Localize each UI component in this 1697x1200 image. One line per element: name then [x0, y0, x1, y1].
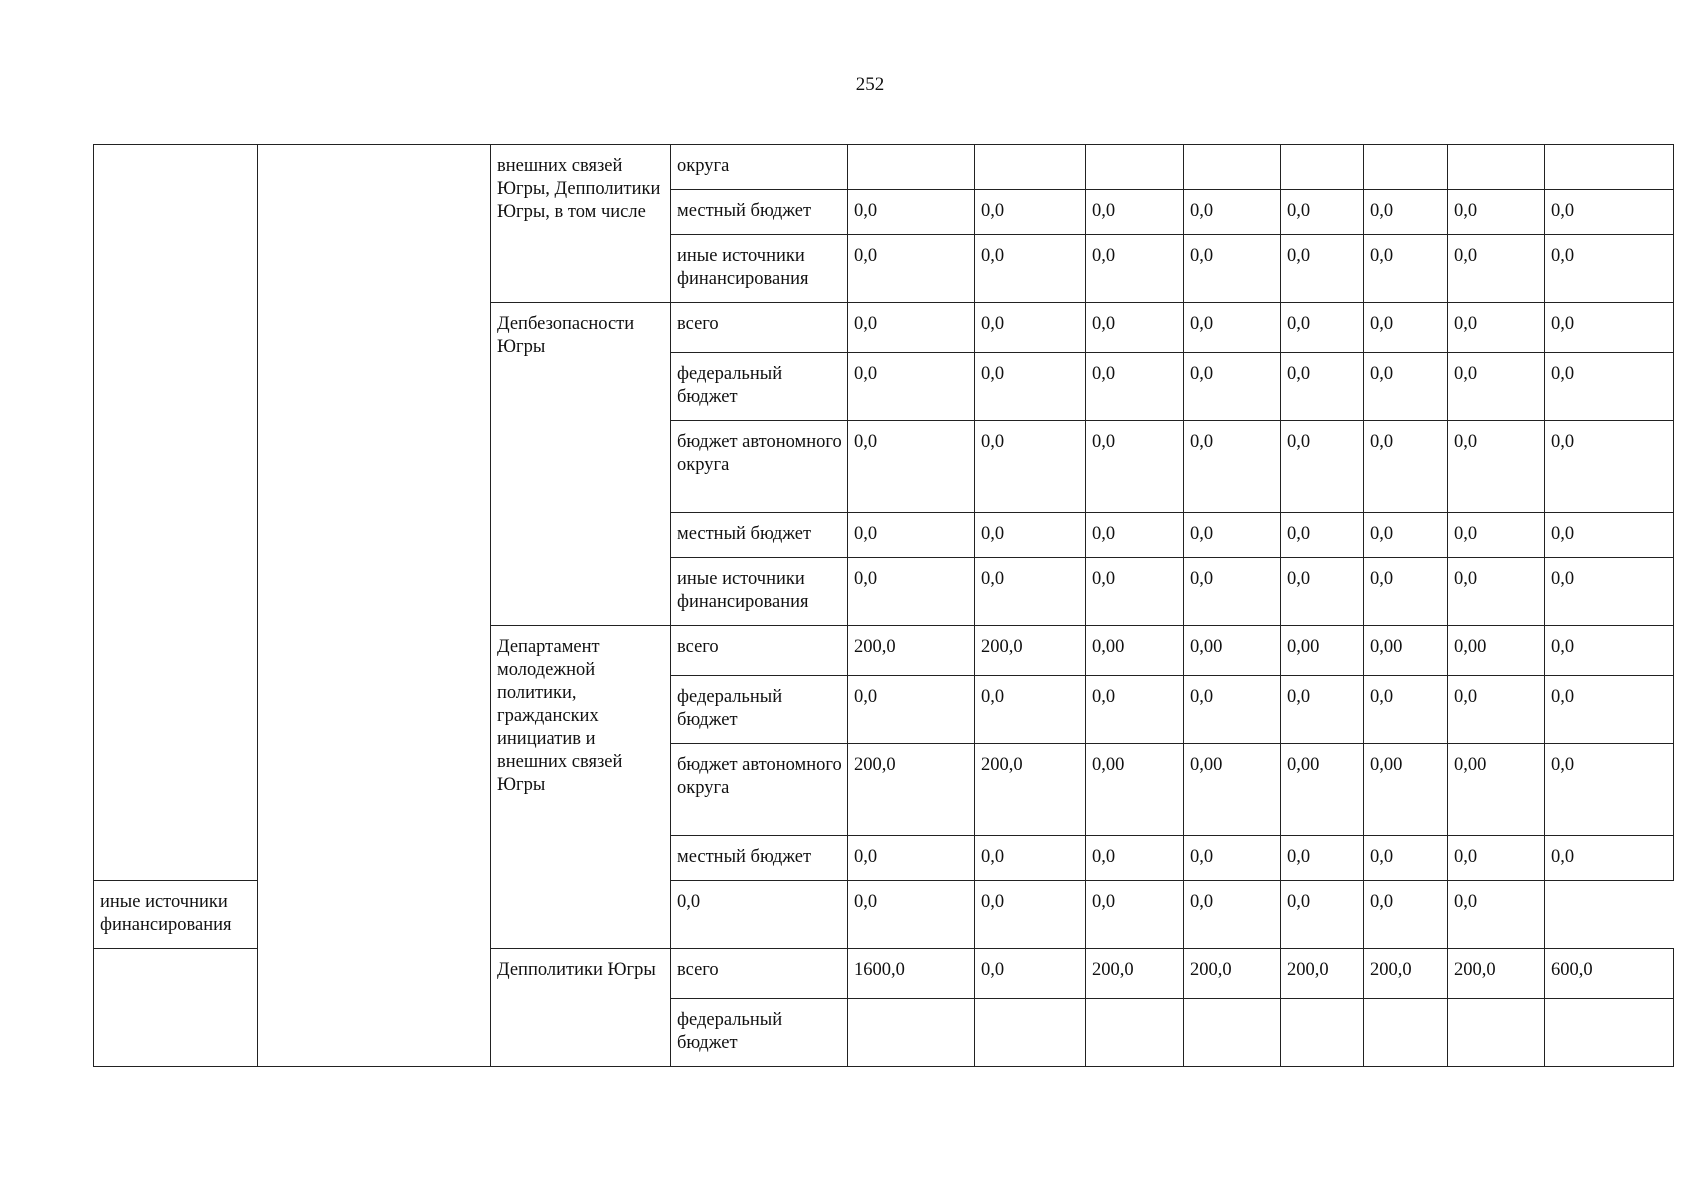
value-cell: 0,0 [1281, 558, 1364, 626]
value-cell [1184, 145, 1281, 190]
value-cell: 0,0 [848, 836, 975, 881]
value-cell: 0,0 [975, 949, 1086, 999]
value-cell: 0,0 [1184, 513, 1281, 558]
value-cell: 0,0 [1184, 836, 1281, 881]
funding-source-cell: бюджет автономного округа [671, 421, 848, 513]
value-cell: 0,0 [975, 235, 1086, 303]
value-cell: 0,0 [1281, 190, 1364, 235]
value-cell: 0,0 [1448, 303, 1545, 353]
value-cell: 0,0 [975, 558, 1086, 626]
value-cell: 0,0 [1448, 235, 1545, 303]
value-cell: 0,0 [848, 190, 975, 235]
value-cell [1364, 999, 1448, 1067]
value-cell: 0,0 [1545, 676, 1674, 744]
responsible-org-cell: внешних связей Югры, Депполитики Югры, в том числе [491, 145, 671, 303]
value-cell: 0,0 [1184, 353, 1281, 421]
value-cell: 0,0 [1281, 676, 1364, 744]
funding-source-cell: иные источники финансирования [94, 881, 258, 949]
value-cell: 0,0 [1364, 353, 1448, 421]
value-cell: 0,0 [1364, 558, 1448, 626]
value-cell: 600,0 [1545, 949, 1674, 999]
value-cell: 200,0 [1448, 949, 1545, 999]
value-cell: 0,0 [975, 676, 1086, 744]
value-cell: 200,0 [1364, 949, 1448, 999]
value-cell: 200,0 [975, 744, 1086, 836]
value-cell: 0,00 [1086, 744, 1184, 836]
budget-table [93, 144, 1674, 1067]
responsible-org-cell: Депполитики Югры [491, 949, 671, 1067]
value-cell [1281, 999, 1364, 1067]
value-cell [1086, 145, 1184, 190]
value-cell: 0,0 [1448, 676, 1545, 744]
value-cell: 0,0 [1281, 421, 1364, 513]
value-cell: 0,0 [1184, 881, 1281, 949]
value-cell [1281, 145, 1364, 190]
value-cell: 200,0 [1184, 949, 1281, 999]
value-cell: 0,0 [1364, 676, 1448, 744]
funding-source-cell: иные источники финансирования [671, 235, 848, 303]
value-cell: 0,0 [1184, 303, 1281, 353]
value-cell: 0,00 [1086, 626, 1184, 676]
value-cell: 0,0 [1086, 235, 1184, 303]
value-cell: 0,0 [1086, 836, 1184, 881]
value-cell [1184, 999, 1281, 1067]
value-cell: 0,0 [1364, 303, 1448, 353]
value-cell: 0,0 [1281, 881, 1364, 949]
funding-source-cell: местный бюджет [671, 836, 848, 881]
value-cell: 1600,0 [848, 949, 975, 999]
value-cell: 0,0 [848, 421, 975, 513]
value-cell: 0,0 [975, 836, 1086, 881]
value-cell: 0,0 [1448, 190, 1545, 235]
value-cell [1448, 999, 1545, 1067]
value-cell: 0,00 [1184, 626, 1281, 676]
funding-source-cell: местный бюджет [671, 513, 848, 558]
value-cell: 0,00 [1281, 626, 1364, 676]
value-cell: 0,00 [1364, 744, 1448, 836]
value-cell: 0,0 [1281, 353, 1364, 421]
value-cell: 0,0 [1545, 744, 1674, 836]
value-cell: 0,0 [1545, 235, 1674, 303]
value-cell: 0,0 [1364, 235, 1448, 303]
value-cell: 200,0 [848, 744, 975, 836]
value-cell: 0,0 [1086, 676, 1184, 744]
value-cell: 200,0 [848, 626, 975, 676]
value-cell: 0,0 [848, 513, 975, 558]
value-cell: 0,0 [848, 676, 975, 744]
value-cell: 0,0 [1448, 881, 1545, 949]
funding-source-cell: федеральный бюджет [671, 999, 848, 1067]
value-cell: 200,0 [1281, 949, 1364, 999]
value-cell: 0,0 [1364, 421, 1448, 513]
value-cell: 0,0 [848, 558, 975, 626]
value-cell [848, 145, 975, 190]
value-cell: 0,0 [1545, 558, 1674, 626]
value-cell: 0,0 [1364, 881, 1448, 949]
value-cell: 0,0 [1184, 558, 1281, 626]
value-cell [1448, 145, 1545, 190]
value-cell: 0,0 [848, 881, 975, 949]
value-cell: 0,0 [975, 190, 1086, 235]
value-cell [1545, 999, 1674, 1067]
value-cell: 0,00 [1184, 744, 1281, 836]
value-cell: 0,0 [975, 353, 1086, 421]
value-cell: 0,0 [1448, 513, 1545, 558]
value-cell: 0,0 [1184, 676, 1281, 744]
value-cell: 0,00 [1448, 626, 1545, 676]
value-cell: 0,0 [1448, 353, 1545, 421]
value-cell: 0,0 [1281, 235, 1364, 303]
value-cell: 0,0 [1184, 190, 1281, 235]
value-cell: 0,0 [1545, 303, 1674, 353]
value-cell: 0,0 [1545, 836, 1674, 881]
value-cell: 0,0 [1281, 303, 1364, 353]
value-cell: 0,0 [1545, 626, 1674, 676]
value-cell: 0,0 [975, 513, 1086, 558]
responsible-org-cell: Депбезопасности Югры [491, 303, 671, 626]
value-cell: 0,0 [848, 353, 975, 421]
funding-source-cell: всего [671, 626, 848, 676]
value-cell: 0,0 [1086, 421, 1184, 513]
responsible-org-cell: Департамент молодежной политики, гражданских инициатив и внешних связей Югры [491, 626, 671, 949]
value-cell: 0,0 [1545, 353, 1674, 421]
value-cell [1364, 145, 1448, 190]
value-cell: 0,0 [1448, 558, 1545, 626]
value-cell: 0,00 [1281, 744, 1364, 836]
value-cell: 0,0 [1184, 235, 1281, 303]
value-cell [1086, 999, 1184, 1067]
value-cell: 0,0 [1086, 353, 1184, 421]
value-cell [975, 999, 1086, 1067]
value-cell [975, 145, 1086, 190]
funding-source-cell: местный бюджет [671, 190, 848, 235]
funding-source-cell: федеральный бюджет [671, 676, 848, 744]
value-cell: 0,0 [975, 881, 1086, 949]
value-cell: 0,0 [1545, 190, 1674, 235]
value-cell: 0,0 [848, 303, 975, 353]
value-cell: 0,0 [975, 421, 1086, 513]
funding-source-cell: иные источники финансирования [671, 558, 848, 626]
value-cell: 0,0 [1448, 836, 1545, 881]
value-cell: 200,0 [1086, 949, 1184, 999]
table-row [94, 145, 1674, 190]
page-number: 252 [855, 74, 885, 95]
value-cell: 0,0 [1281, 513, 1364, 558]
value-cell [848, 999, 975, 1067]
value-cell: 0,0 [1184, 421, 1281, 513]
funding-source-cell: всего [671, 949, 848, 999]
value-cell: 0,0 [1448, 421, 1545, 513]
value-cell: 0,00 [1364, 626, 1448, 676]
value-cell: 0,00 [1448, 744, 1545, 836]
value-cell: 0,0 [1086, 881, 1184, 949]
value-cell: 0,0 [1364, 513, 1448, 558]
value-cell: 200,0 [975, 626, 1086, 676]
measure-name-cell [258, 145, 491, 1067]
value-cell: 0,0 [1545, 513, 1674, 558]
value-cell: 0,0 [975, 303, 1086, 353]
funding-source-cell: бюджет автономного округа [671, 744, 848, 836]
value-cell: 0,0 [1364, 190, 1448, 235]
value-cell: 0,0 [1364, 836, 1448, 881]
number-cell [94, 949, 258, 1067]
funding-source-cell: федеральный бюджет [671, 353, 848, 421]
funding-source-cell: всего [671, 303, 848, 353]
value-cell: 0,0 [1545, 421, 1674, 513]
value-cell: 0,0 [1086, 558, 1184, 626]
value-cell: 0,0 [1281, 836, 1364, 881]
value-cell: 0,0 [848, 235, 975, 303]
value-cell [1545, 145, 1674, 190]
value-cell: 0,0 [671, 881, 848, 949]
value-cell: 0,0 [1086, 303, 1184, 353]
funding-source-cell: округа [671, 145, 848, 190]
number-cell [94, 145, 258, 881]
value-cell: 0,0 [1086, 190, 1184, 235]
value-cell: 0,0 [1086, 513, 1184, 558]
